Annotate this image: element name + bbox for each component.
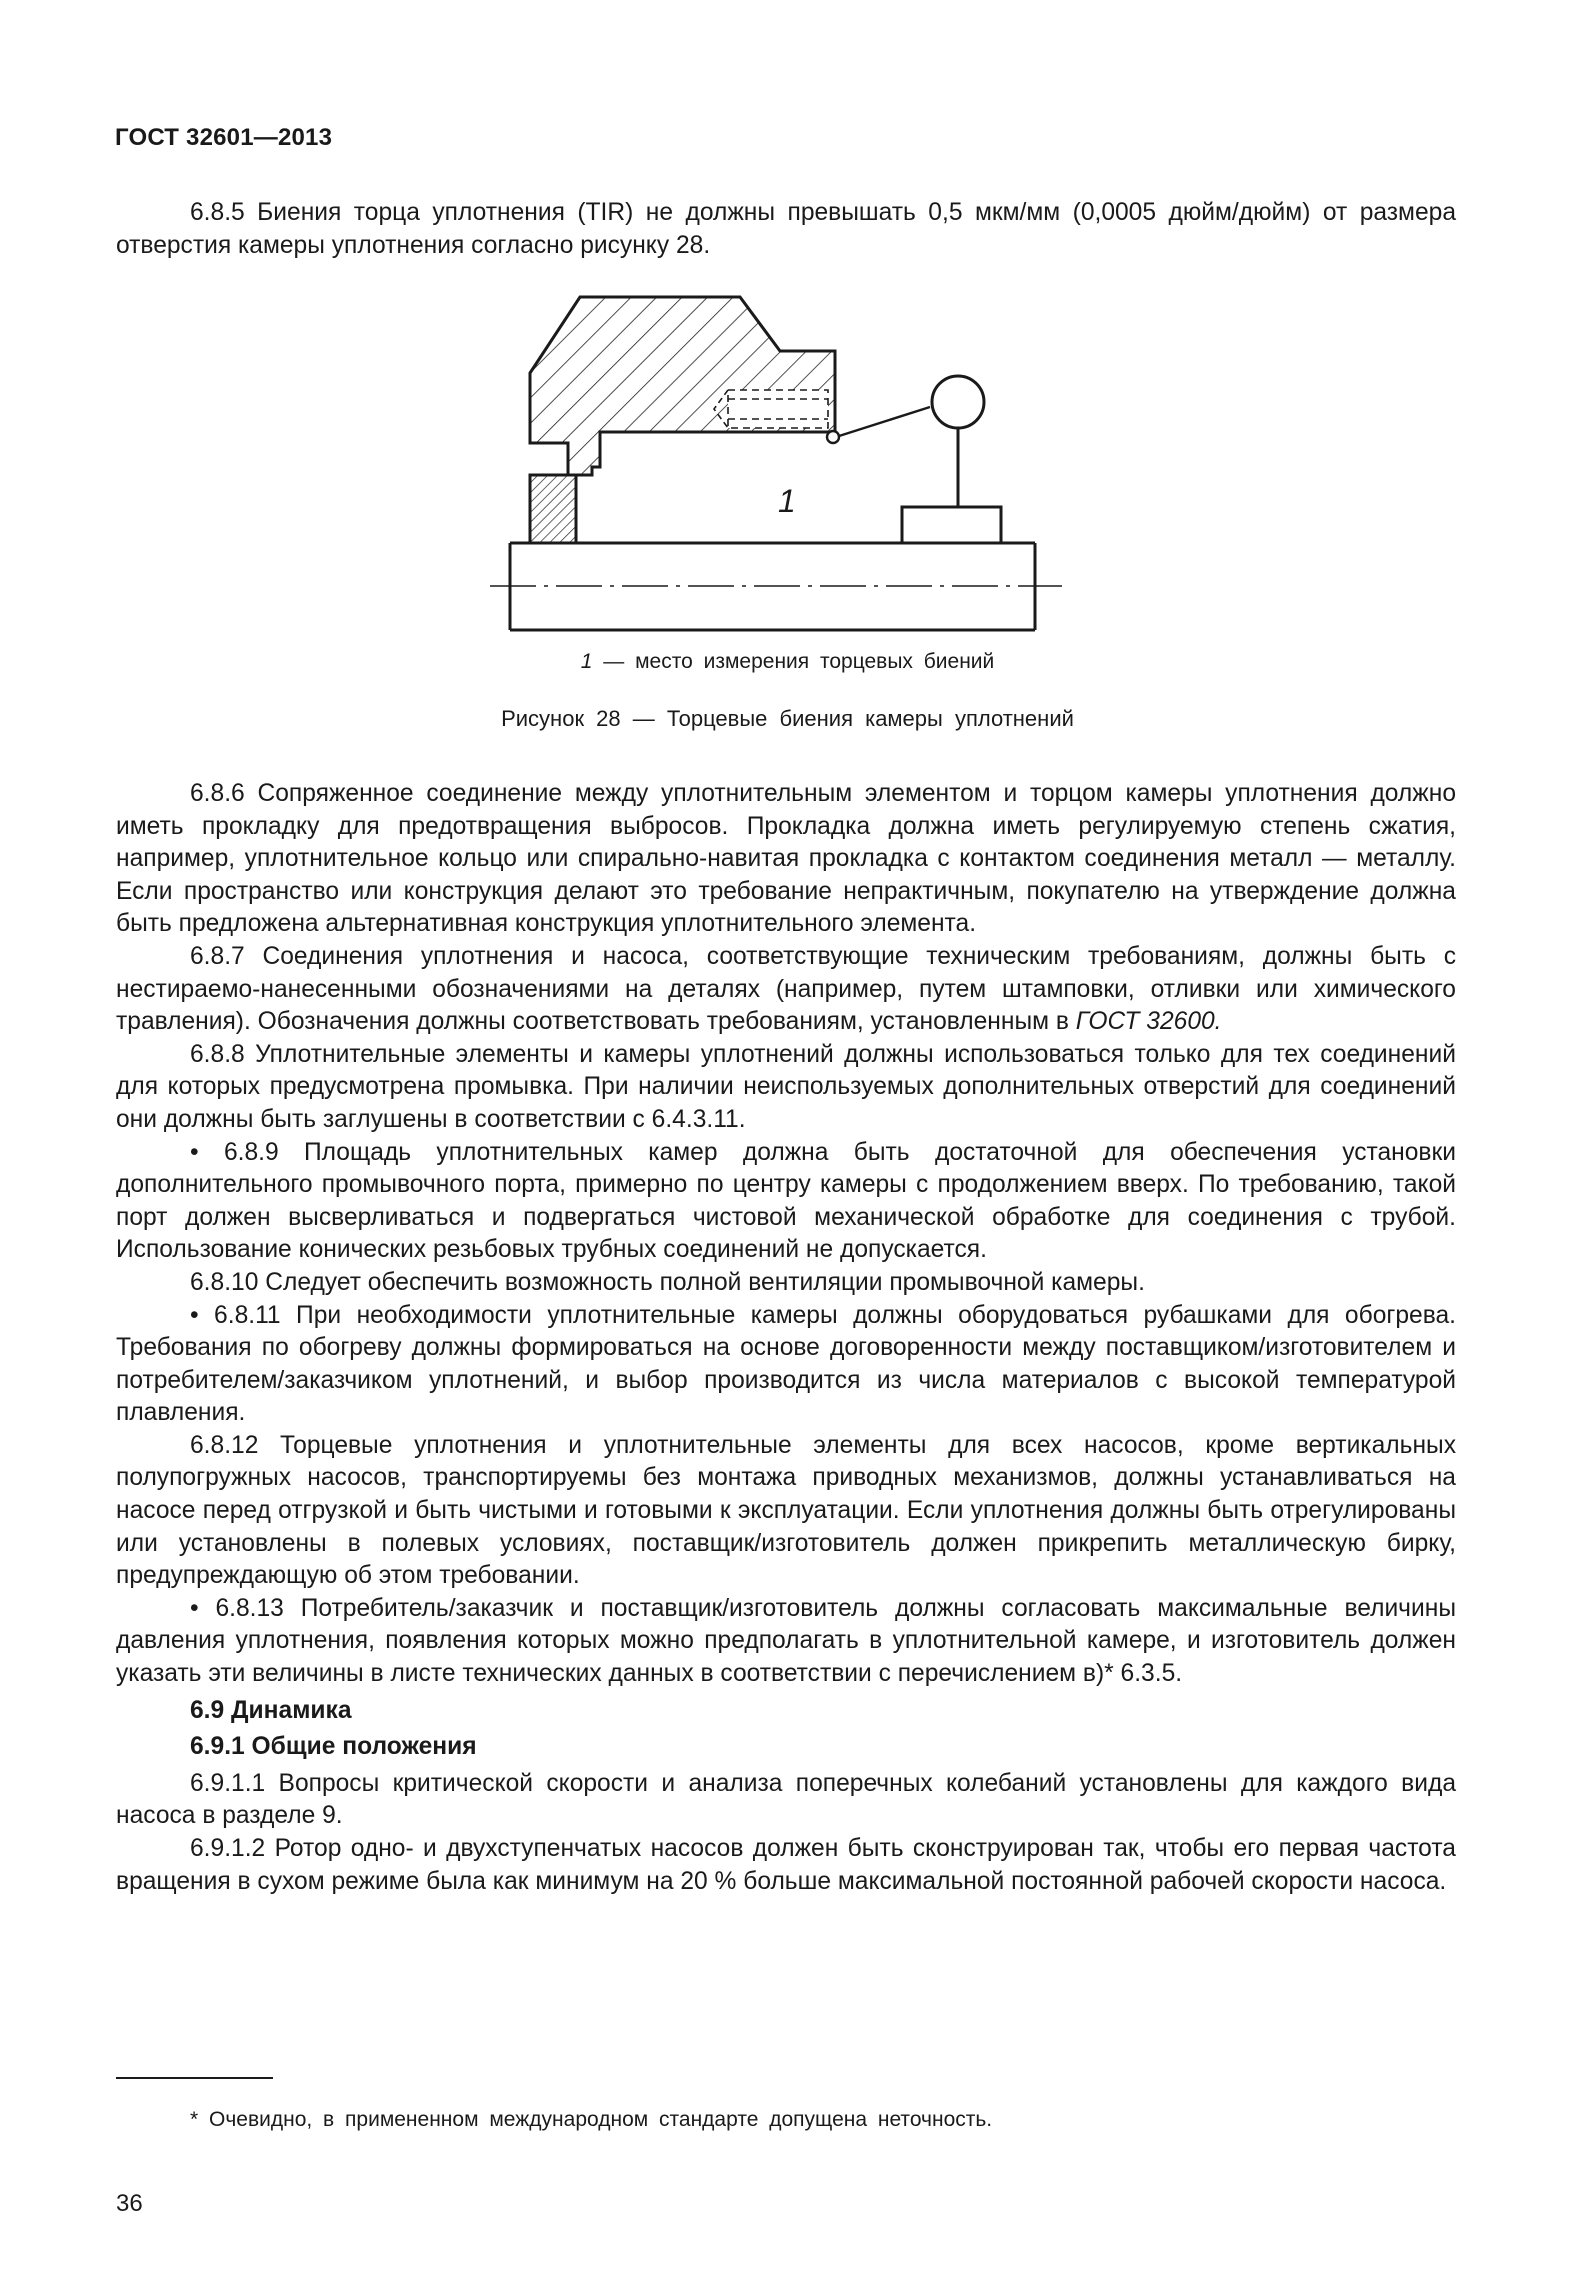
figure-28-drawing xyxy=(490,285,1100,635)
paragraph-6-8-5: 6.8.5 Биения торца уплотнения (TIR) не должны превышать 0,5 мкм/мм (0,0005 дюйм/дюйм) от размера отверстия камеры уплотнения согласно рисунку 28. xyxy=(116,199,1456,259)
paragraph-6-8-12: 6.8.12 Торцевые уплотнения и уплотнительные элементы для всех насосов, кроме вертикальных полупогружных насосов, транспортируемы без монтажа приводных механизмов, должны устанавливаться на насосе перед отгрузкой и быть чистыми и готовыми к эксплуатации. Если уплотнения должны быть отрегулированы или установлены в полевых условиях, поставщик/изготовитель должен прикрепить металлическую бирку, предупреждающую об этом требовании. xyxy=(116,1431,1456,1590)
main-body-block xyxy=(116,778,1456,1898)
paragraph-6-8-8: 6.8.8 Уплотнительные элементы и камеры уплотнений должны использоваться только для тех соединений для которых предусмотрена промывка. При наличии неиспользуемых дополнительных отверстий для соединений они должны быть заглушены в соответствии с 6.4.3.11. xyxy=(116,1040,1456,1133)
seal-chamber-body xyxy=(530,297,835,475)
paragraph-6-8-9: • 6.8.9 Площадь уплотнительных камер должна быть достаточной для обеспечения установки дополнительного промывочного порта, примерно по центру камеры с продолжением вверх. По требованию, такой порт должен высверливаться и подвергаться чистовой механической обработке для соединения с трубой. Использование конических резьбовых трубных соединений не допускается. xyxy=(116,1138,1456,1264)
paragraph-6-9-1-1: 6.9.1.1 Вопросы критической скорости и анализа поперечных колебаний установлены для каждого вида насоса в разделе 9. xyxy=(116,1769,1456,1830)
intro-paragraph-block xyxy=(116,197,1456,262)
legend-number: 1 xyxy=(580,650,593,673)
indicator-base xyxy=(902,507,1001,543)
paragraph-6-8-7-reference: ГОСТ 32600. xyxy=(1075,1008,1222,1036)
indicator-arm xyxy=(839,407,930,436)
paragraph-6-8-11: • 6.8.11 При необходимости уплотнительные камеры должны оборудоваться рубашками для обогрева. Требования по обогреву должны формироваться на основе договоренности между поставщиком/изготовителем и потребителем/заказчиком уплотнений, и выбор производится из числа материалов с высокой температурой плавления. xyxy=(116,1301,1456,1427)
paragraph-6-8-6: 6.8.6 Сопряженное соединение между уплотнительным элементом и торцом камеры уплотнения должно иметь прокладку для предотвращения выбросов. Прокладка должна иметь регулируемую степень сжатия, например, уплотнительное кольцо или спирально-навитая прокладка с контактом соединения металл — металлу. Если пространство или конструкция делают это требование непрактичным, покупателю на утверждение должна быть предложена альтернативная конструкция уплотнительного элемента. xyxy=(116,780,1456,938)
paragraph-6-8-10: 6.8.10 Следует обеспечить возможность полной вентиляции промывочной камеры. xyxy=(190,1268,1145,1296)
figure-caption: Рисунок 28 — Торцевые биения камеры уплотнений xyxy=(501,706,1074,731)
legend-text: — место измерения торцевых биений xyxy=(592,650,995,673)
figure-legend xyxy=(0,650,1575,674)
paragraph-6-8-7 xyxy=(116,941,1456,1039)
threaded-hole xyxy=(728,390,828,428)
section-heading-6-9-1: 6.9.1 Общие положения xyxy=(190,1733,477,1761)
paragraph-6-9-1-2: 6.9.1.2 Ротор одно- и двухступенчатых насосов должен быть сконструирован так, чтобы его первая частота вращения в сухом режиме была как минимум на 20 % больше максимальной постоянной рабочей скорости насоса. xyxy=(116,1835,1456,1895)
document-header: ГОСТ 32601—2013 xyxy=(115,124,333,151)
footnote: * Очевидно, в примененном международном стандарте допущена неточность. xyxy=(190,2108,993,2131)
gland-ring xyxy=(530,475,576,543)
section-heading-6-9: 6.9 Динамика xyxy=(190,1696,352,1724)
paragraph-6-8-13: • 6.8.13 Потребитель/заказчик и поставщик/изготовитель должны согласовать максимальные величины давления уплотнения, появления которых можно предполагать в уплотнительной камере, и изготовитель должен указать эти величины в листе технических данных в соответствии с перечислением в)* 6.3.5. xyxy=(116,1594,1456,1688)
callout-label-1: 1 xyxy=(778,483,796,519)
indicator-dial xyxy=(932,376,984,428)
paragraph-6-8-7-text: 6.8.7 Соединения уплотнения и насоса, соответствующие техническим требованиям, должны быть с нестираемо-нанесенными обозначениями на деталях (например, путем штамповки, отливки или химического травления). Обозначения должны соответствовать требованиям, установленным в xyxy=(116,942,1456,1036)
indicator-probe-tip xyxy=(827,431,839,443)
page-number: 36 xyxy=(116,2190,143,2217)
footnote-divider xyxy=(116,2077,273,2079)
